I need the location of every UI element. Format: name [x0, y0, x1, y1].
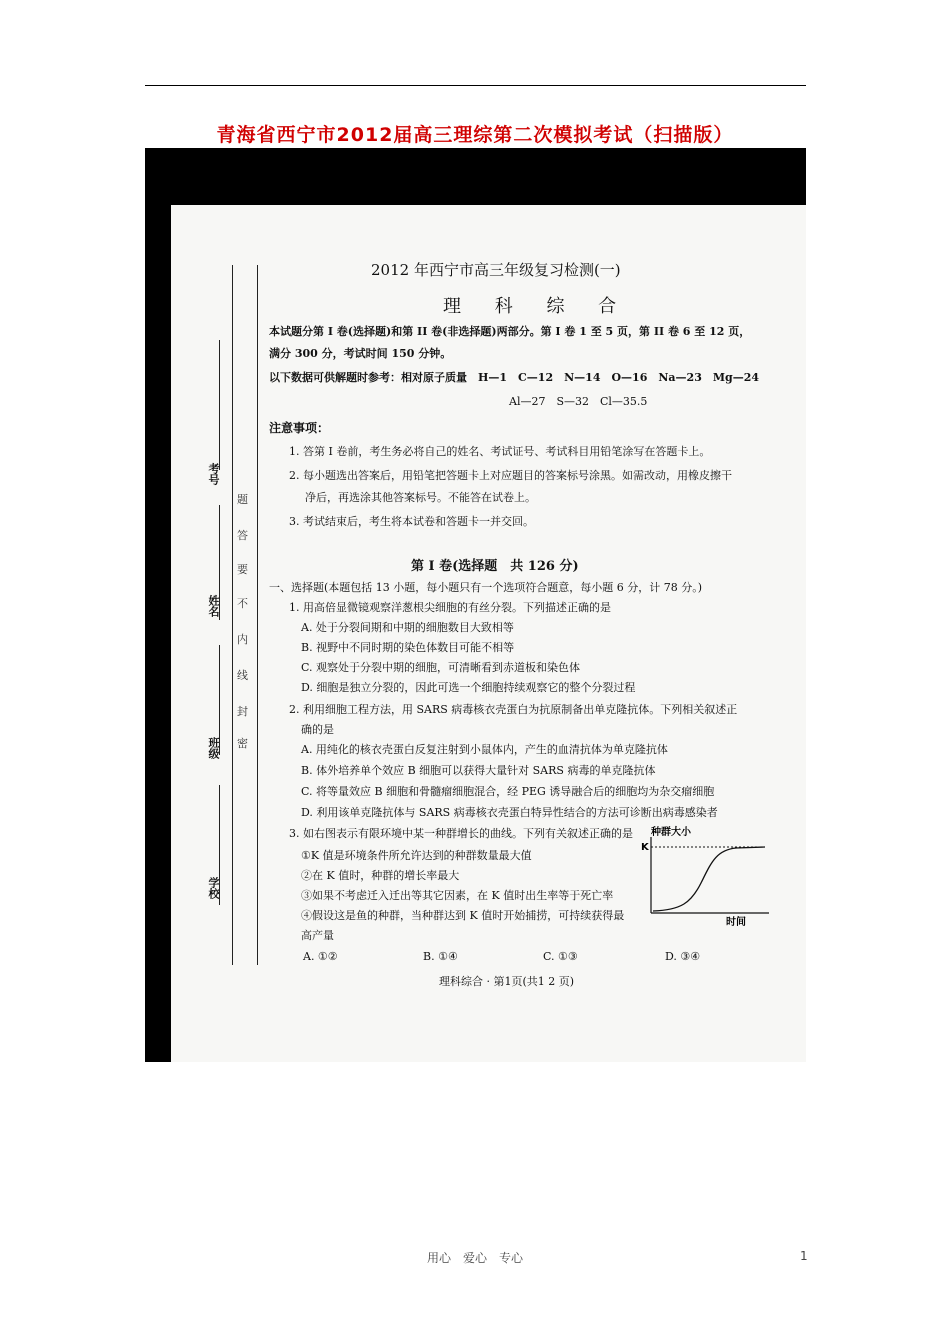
note-item: 净后，再选涂其他答案标号。不能答在试卷上。 [305, 491, 536, 504]
seal-char: 要 [237, 563, 248, 576]
chart-xlabel: 时间 [726, 917, 746, 928]
chart-k-label: K [641, 842, 649, 853]
note-item: 1. 答第 I 卷前，考生务必将自己的姓名、考试证号、考试科目用铅笔涂写在答题卡上。 [289, 445, 711, 458]
question-3: 3. 如右图表示有限环境中某一种群增长的曲线。下列有关叙述正确的是 [289, 827, 633, 840]
q2-option: B. 体外培养单个效应 B 细胞可以获得大量针对 SARS 病毒的单克隆抗体 [301, 764, 656, 777]
document-title: 青海省西宁市2012届高三理综第二次模拟考试（扫描版） [216, 124, 734, 146]
q3-statement: ①K 值是环境条件所允许达到的种群数量最大值 [301, 849, 532, 862]
notes-title: 注意事项： [269, 421, 330, 435]
seal-char: 封 [237, 705, 248, 718]
question-2: 2. 利用细胞工程方法，用 SARS 病毒核衣壳蛋白为抗原制备出单克隆抗体。下列相关叙述正 [289, 703, 738, 716]
exam-page-footer: 理科综合 · 第1页(共1 2 页) [439, 975, 575, 988]
side-label-class: 班级 [207, 737, 220, 759]
part1-title: 第 I 卷(选择题 共 126 分) [411, 559, 579, 574]
side-label-name: 姓名 [207, 595, 220, 617]
q1-option: B. 视野中不同时期的染色体数目可能不相等 [301, 641, 515, 654]
page-number: 1 [800, 1249, 808, 1263]
exam-paper [171, 205, 806, 1062]
exam-heading: 2012 年西宁市高三年级复习检测(一) [371, 261, 621, 279]
q3-option-b: B. ①④ [423, 950, 458, 963]
atomic-mass-line-1: 以下数据可供解题时参考：相对原子质量 H—1 C—12 N—14 O—16 Na—23 Mg—24 [269, 371, 760, 384]
top-rule [145, 85, 806, 86]
chart-s-curve [653, 847, 765, 911]
question-2-cont: 确的是 [301, 723, 334, 736]
note-item: 2. 每小题选出答案后，用铅笔把答题卡上对应题目的答案标号涂黑。如需改动，用橡皮擦干 [289, 469, 732, 482]
side-label-school: 学校 [207, 877, 220, 899]
q3-statement: ③如果不考虑迁入迁出等其它因素，在 K 值时出生率等于死亡率 [301, 889, 614, 902]
seal-char: 线 [237, 669, 248, 682]
intro-line-2: 满分 300 分，考试时间 150 分钟。 [269, 347, 452, 360]
q1-option: A. 处于分裂间期和中期的细胞数目大致相等 [301, 621, 514, 634]
page-footer-slogan: 用心 爱心 专心 [426, 1251, 523, 1265]
seal-char: 内 [237, 633, 248, 646]
q1-option: C. 观察处于分裂中期的细胞，可清晰看到赤道板和染色体 [301, 661, 581, 674]
q2-option: A. 用纯化的核衣壳蛋白反复注射到小鼠体内，产生的血清抗体为单克隆抗体 [301, 743, 668, 756]
population-growth-chart [641, 823, 776, 931]
q3-statement: ④假设这是鱼的种群，当种群达到 K 值时开始捕捞，可持续获得最 [301, 909, 625, 922]
seal-char: 密 [237, 737, 248, 750]
q2-option: C. 将等量效应 B 细胞和骨髓瘤细胞混合，经 PEG 诱导融合后的细胞均为杂交瘤细胞 [301, 785, 715, 798]
side-label-exam-number: 考号 [207, 463, 220, 485]
q3-option-d: D. ③④ [665, 950, 701, 963]
q2-option: D. 利用该单克隆抗体与 SARS 病毒核衣壳蛋白特异性结合的方法可诊断出病毒感染者 [301, 806, 718, 819]
q3-statement: ②在 K 值时，种群的增长率最大 [301, 869, 460, 882]
chart-ylabel: 种群大小 [651, 827, 691, 838]
exam-number-field [219, 340, 220, 470]
q3-statement-cont: 高产量 [301, 929, 334, 942]
intro-line-1: 本试题分第 I 卷(选择题)和第 II 卷(非选择题)两部分。第 I 卷 1 至 5 页，第 II 卷 6 至 12 页， [269, 325, 751, 338]
seal-char: 题 [237, 493, 248, 506]
seal-char: 不 [237, 597, 248, 610]
note-item: 3. 考试结束后，考生将本试卷和答题卡一并交回。 [289, 515, 534, 528]
seal-char: 答 [237, 529, 248, 542]
q3-option-c: C. ①③ [543, 950, 578, 963]
exam-subject: 理 科 综 合 [443, 296, 631, 317]
section-1-instructions: 一、选择题(本题包括 13 小题，每小题只有一个选项符合题意，每小题 6 分，计 78 分。) [269, 581, 703, 594]
atomic-mass-line-2: Al—27 S—32 Cl—35.5 [509, 395, 648, 408]
q3-option-a: A. ①② [303, 950, 338, 963]
question-1: 1. 用高倍显微镜观察洋葱根尖细胞的有丝分裂。下列描述正确的是 [289, 601, 611, 614]
margin-line-outer [232, 265, 233, 965]
scanned-image [145, 148, 806, 1062]
q1-option: D. 细胞是独立分裂的，因此可选一个细胞持续观察它的整个分裂过程 [301, 681, 636, 694]
margin-line-inner [257, 265, 258, 965]
